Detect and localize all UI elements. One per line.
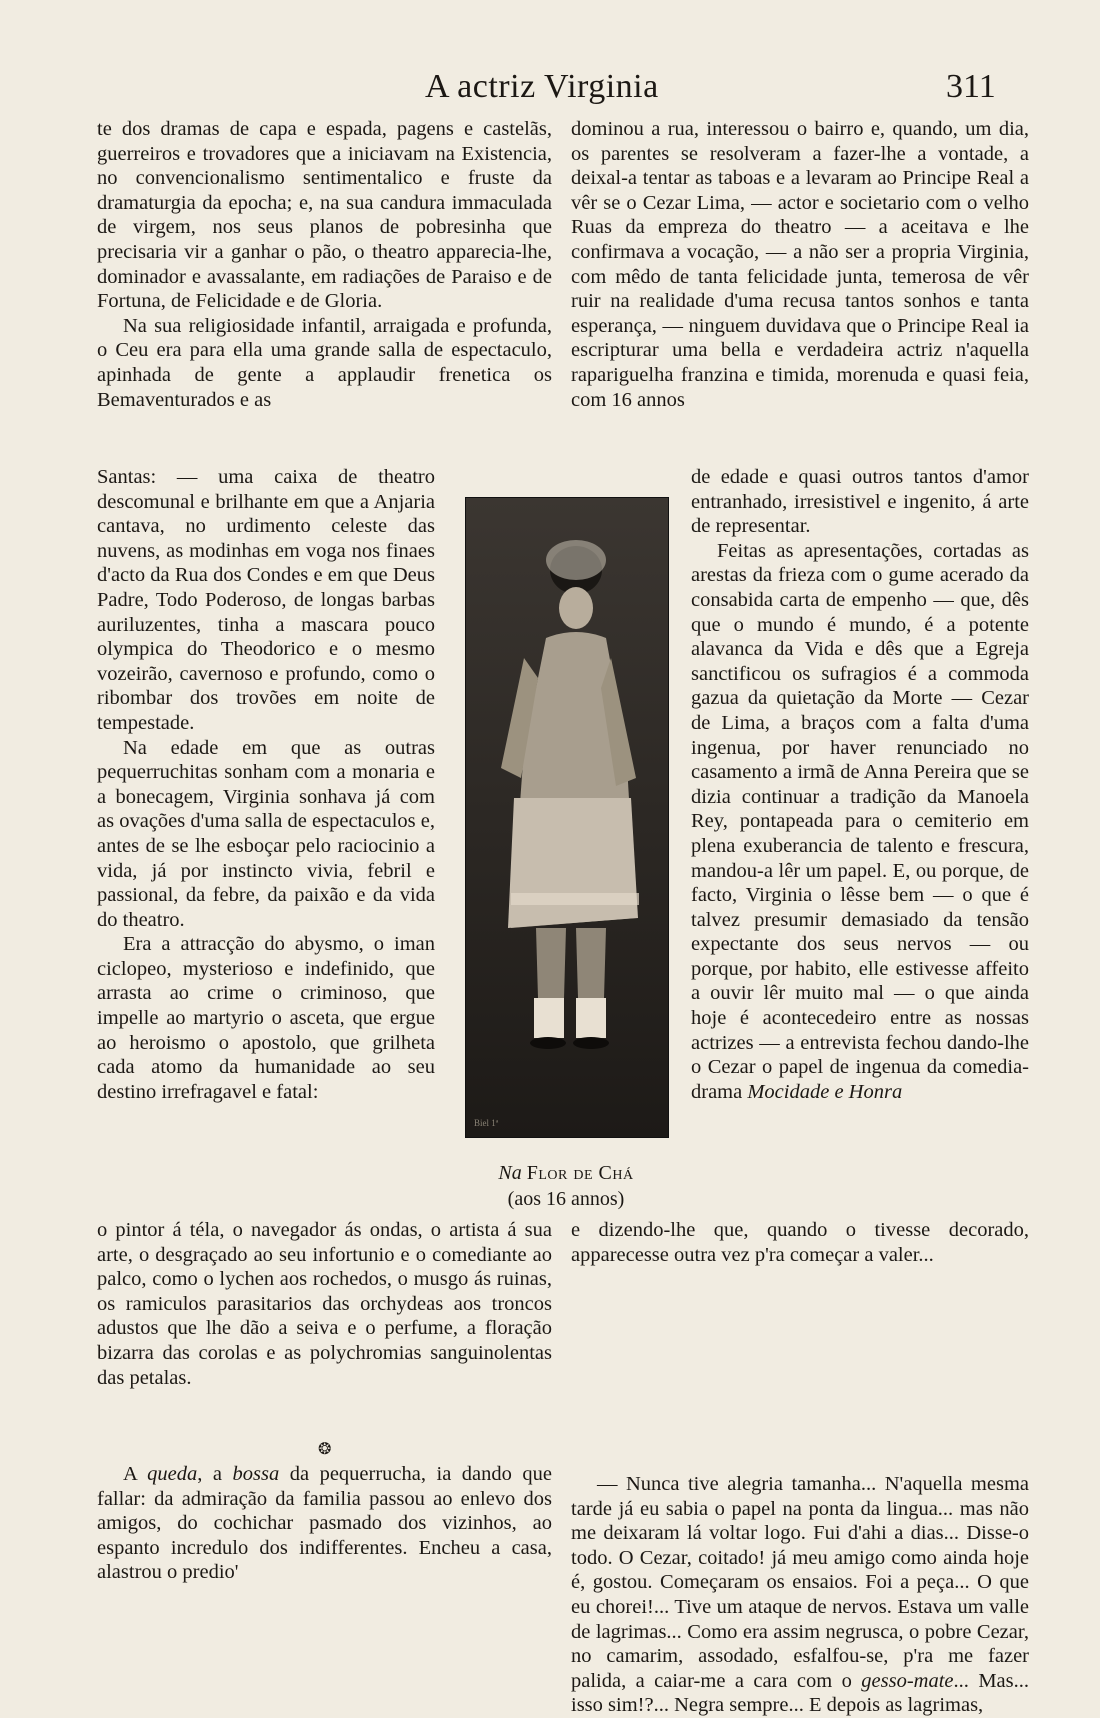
paragraph: o pintor á téla, o navegador ás ondas, o artista á sua arte, o desgraçado ao seu infortunio e o comediante ao palco, como o lychen aos rochedos, o musgo ás ruinas, os ramiculos parasitarios das orchydeas aos troncos adustos que lhe dão a seiva e o perfume, a floração bizarra das corolas e as polychromias sanguinolentas das petalas. (97, 1219, 552, 1389)
paragraph (571, 1472, 1029, 1718)
paragraph: Era a attracção do abysmo, o iman ciclopeo, mysterioso e indefinido, que arrasta ao crime o criminoso, que impelle ao martyrio o asceta, que ergue ao heroismo o apostolo, que grilheta cada atomo da humanidade ao seu destino irrefragavel e fatal: (97, 933, 435, 1103)
text-run: A (123, 1463, 148, 1485)
paragraph: te dos dramas de capa e espada, pagens e castelãs, guerreiros e trovadores que a iniciavam na Existencia, no convencionalismo sentimentalico e fruste da dramaturgia da epocha; e, na sua candura immaculada de virgem, nos seus planos de pobresinha que precisaria vir a ganhar o pão, o theatro apparecia-lhe, dominador e avassalante, em radiações de Paraiso e de Fortuna, de Felicidade e de Gloria. (97, 118, 552, 313)
page-title: A actriz Virginia (425, 68, 659, 105)
paragraph: Na edade em que as outras pequerruchitas sonham com a monaria e a bonecagem, Virginia sonhava já com as ovações d'uma salla de espectaculos e, antes de se lhe esboçar pelo raciocinio a vida, já por instincto vivia, febril e passional, da febre, da paixão e da vida do theatro. (97, 736, 435, 931)
right-column-final (571, 1472, 1029, 1718)
caption-italic: Na (498, 1162, 522, 1184)
text-run: Feitas as apresentações, cortadas as arestas da frieza com o gume acerado da consabida carta de empenho — que, dês que o mundo é mundo, é a potente alavanca da Vida e dês que a Egreja sanctificou os sufragios é a commoda gazua da quietação da Morte — Cezar de Lima, a braços com a falta d'uma ingenua, por haver renunciado no casamento a irmã de Anna Pereira que se dizia continuar a tradição da Manoela Rey, pontapeada para o cemiterio em plena exuberancia de talento e frescura, mandou-a lêr um papel. E, ou porque, de facto, Virginia o lêsse bem — o que é talvez presumir demasiado da tensão expectante dos seus nervos — ou porque, por habito, elle estivesse affeito a ouvir lêr muito mal — o que ainda hoje é acontecedeiro entre as nossas actrizes — a entrevista fechou dando-lhe o Cezar o papel de ingenua da comedia-drama (691, 539, 1029, 1103)
paragraph: Santas: — uma caixa de theatro descomunal e brilhante em que a Anjaria cantava, no urdimento celeste das nuvens, as modinhas em voga nos finaes d'acto da Rua dos Condes e em que Deus Padre, Todo Poderoso, de longas barbas auriluzentes, tinha a mascara pouco olympica do Theodorico e o mesmo vozeirão, cavernoso e profundo, como o ribombar dos trovões em noite de tempestade. (97, 466, 435, 734)
photograph (465, 497, 669, 1138)
photo-caption (455, 1160, 677, 1212)
text-run: da pequerrucha, ia dando que fallar: da admiração da familia passou ao enlevo dos amigos, do cochichar pasmado dos vizinhos, ao espanto incredulo dos indifferentes. Encheu a casa, alastrou o predio' (97, 1463, 552, 1584)
text-run: , a (197, 1463, 233, 1485)
paragraph: Na sua religiosidade infantil, arraigada e profunda, o Ceu era para ella uma grande salla de espectaculo, apinhada de gente a applaudir frenetica os Bemaventurados e as (97, 314, 552, 411)
right-column-top (571, 117, 1029, 412)
right-column-wrapped (691, 465, 1029, 1104)
text-run-italic: queda (147, 1463, 198, 1485)
page-number: 311 (946, 68, 996, 105)
photo-signature: Biel 1ª (474, 1118, 499, 1128)
play-title: Mocidade e Honra (747, 1080, 903, 1103)
left-column-bottom (97, 1218, 552, 1390)
caption-age: (aos 16 annos) (507, 1188, 625, 1210)
paragraph: de edade e quasi outros tantos d'amor entranhado, irresistivel e ingenito, á arte de representar. (691, 466, 1029, 538)
text-run: ... Mas... isso sim!?... Negra sempre... E depois as lagrimas, (571, 1669, 1030, 1717)
caption-title: Flor de Chá (526, 1162, 634, 1184)
section-ornament: ❂ (318, 1441, 332, 1458)
paragraph: e dizendo-lhe que, quando o tivesse decorado, apparecesse outra vez p'ra começar a valer... (571, 1219, 1029, 1266)
paragraph (691, 539, 1029, 1105)
text-run-italic: bossa (232, 1463, 280, 1485)
paragraph (97, 1462, 552, 1585)
actress-costume-photo (466, 498, 668, 1137)
text-run-italic: gesso-mate (861, 1669, 954, 1692)
left-column-top (97, 117, 552, 412)
right-column-continuation (571, 1218, 1029, 1267)
text-run: — Nunca tive alegria tamanha... N'aquella mesma tarde já eu sabia o papel na ponta da lingua... mas não me deixaram lá voltar logo. Fui d'ahi a dias... Disse-o todo. O Cezar, coitado! já meu amigo como ainda hoje é, gostou. Começaram os ensaios. Foi a peça... O que eu chorei!... Tive um ataque de nervos. Estava um valle de lagrimas... Como era assim negrusca, o pobre Cezar, no camarim, assodado, esfalfou-se, p'ra me fazer palida, a caiar-me a cara com o (571, 1473, 1029, 1692)
left-column-wrapped (97, 465, 435, 1104)
paragraph: dominou a rua, interessou o bairro e, quando, um dia, os parentes se resolveram a fazer-lhe a vontade, a deixal-a tentar as taboas e a levaram ao Principe Real a vêr se o Cezar Lima, — actor e societario com o velho Ruas da empreza do theatro — a aceitava e lhe confirmava a vocação, — a não ser a propria Virginia, com mêdo de tanta felicidade junta, temerosa de vêr ruir na realidade d'uma recusa tantos sonhos e tanta esperança, — ninguem duvidava que o Principe Real ia escripturar uma bella e verdadeira actriz n'aquella rapariguelha franzina e timida, morenuda e quasi feia, com 16 annos (571, 118, 1029, 411)
left-column-final (97, 1462, 552, 1585)
